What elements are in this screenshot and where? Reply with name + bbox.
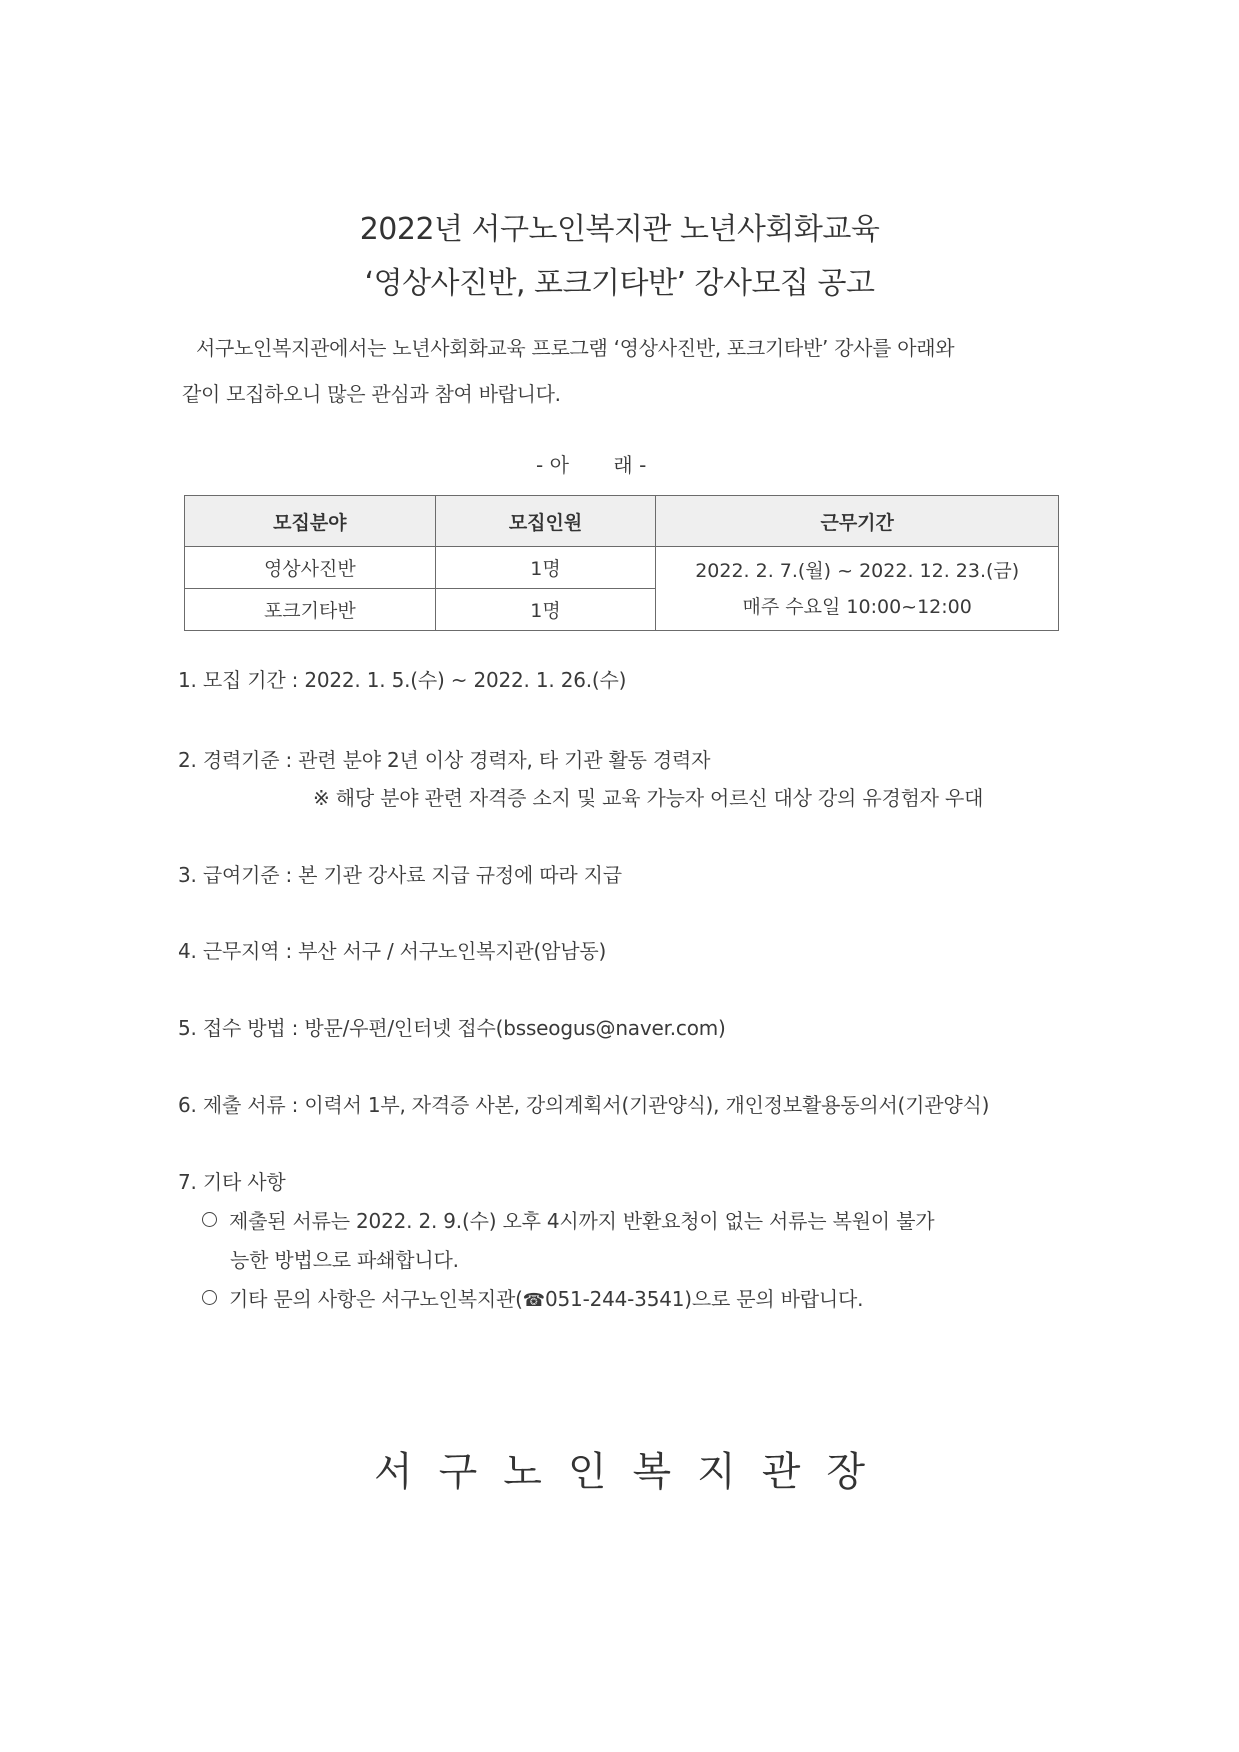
intro-paragraph-line2: 같이 모집하오니 많은 관심과 참여 바랍니다. <box>182 382 561 406</box>
header-period: 근무기간 <box>656 496 1059 547</box>
other-note-1-text: 제출된 서류는 2022. 2. 9.(수) 오후 4시까지 반환요청이 없는 서류는 복원이 불가 <box>229 1209 935 1233</box>
intro-paragraph-line1: 서구노인복지관에서는 노년사회화교육 프로그램 ‘영상사진반, 포크기타반’ 강사를 아래와 <box>196 336 955 360</box>
circle-bullet-icon <box>202 1290 217 1305</box>
item-application-method: 5. 접수 방법 : 방문/우편/인터넷 접수(bsseogus@naver.com) <box>178 1016 726 1040</box>
section-heading-below: - 아 래 - <box>536 453 647 477</box>
cell-field: 포크기타반 <box>185 589 436 631</box>
other-note-2-suffix: 051-244-3541)으로 문의 바랍니다. <box>545 1287 864 1311</box>
cell-period <box>656 547 1059 631</box>
cell-field: 영상사진반 <box>185 547 436 589</box>
other-note-1-continued: 능한 방법으로 파쇄합니다. <box>230 1248 459 1272</box>
item-experience-criteria: 2. 경력기준 : 관련 분야 2년 이상 경력자, 타 기관 활동 경력자 <box>178 748 711 772</box>
item-pay-criteria: 3. 급여기준 : 본 기관 강사료 지급 규정에 따라 지급 <box>178 863 622 887</box>
cell-count: 1명 <box>435 547 656 589</box>
header-field: 모집분야 <box>185 496 436 547</box>
page-title-line2: ‘영상사진반, 포크기타반’ 강사모집 공고 <box>364 266 875 301</box>
period-schedule: 매주 수요일 10:00~12:00 <box>742 595 972 618</box>
header-count: 모집인원 <box>435 496 656 547</box>
phone-icon: ☎ <box>522 1290 545 1311</box>
signature-director: 서구노인복지관장 <box>373 1449 892 1495</box>
item-required-documents: 6. 제출 서류 : 이력서 1부, 자격증 사본, 강의계획서(기관양식), 개인정보활용동의서(기관양식) <box>178 1093 990 1117</box>
page-title-line1: 2022년 서구노인복지관 노년사회화교육 <box>359 212 880 247</box>
other-note-2-prefix: 기타 문의 사항은 서구노인복지관( <box>229 1287 523 1311</box>
other-note-2 <box>202 1283 863 1312</box>
table-header-row <box>185 496 1059 547</box>
item-other-notes-heading: 7. 기타 사항 <box>178 1170 286 1194</box>
item-experience-note: ※ 해당 분야 관련 자격증 소지 및 교육 가능자 어르신 대상 강의 유경험자 우대 <box>313 786 984 810</box>
period-dates: 2022. 2. 7.(월) ~ 2022. 12. 23.(금) <box>695 559 1020 582</box>
item-recruitment-period: 1. 모집 기간 : 2022. 1. 5.(수) ~ 2022. 1. 26.(수) <box>178 668 627 692</box>
other-note-1 <box>202 1205 934 1234</box>
table-row <box>185 547 1059 589</box>
cell-count: 1명 <box>435 589 656 631</box>
circle-bullet-icon <box>202 1212 217 1227</box>
item-work-location: 4. 근무지역 : 부산 서구 / 서구노인복지관(암남동) <box>178 939 607 963</box>
recruitment-table <box>184 495 1059 631</box>
